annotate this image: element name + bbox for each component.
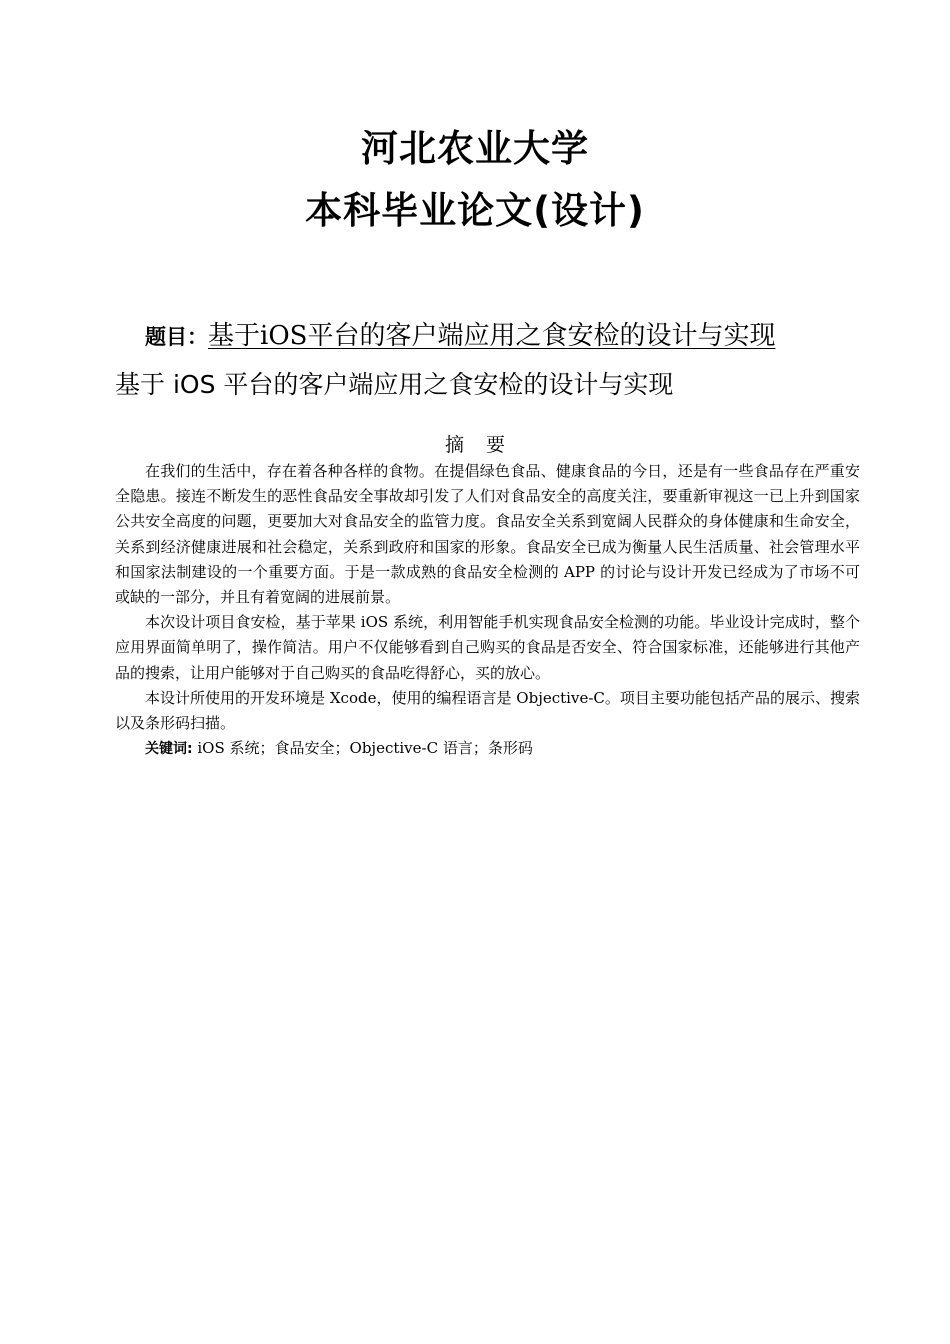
abstract-body <box>115 459 860 762</box>
abstract-paragraph: 在我们的生活中，存在着各种各样的食物。在提倡绿色食品、健康食品的今日，还是有一些食品存在严重安全隐患。接连不断发生的恶性食品安全事故却引发了人们对食品安全的高度关注，要重新审视这一已上升到国家公共安全高度的问题，更要加大对食品安全的监管力度。食品安全关系到宽阔人民群众的身体健康和生命安全，关系到经济健康进展和社会稳定，关系到政府和国家的形象。食品安全已成为衡量人民生活质量、社会管理水平和国家法制建设的一个重要方面。于是一款成熟的食品安全检测的 APP 的讨论与设计开发已经成为了市场不可或缺的一部分，并且有着宽阔的进展前景。 <box>115 462 860 607</box>
thesis-title: 基于iOS平台的客户端应用之食安检的设计与实现 <box>208 321 776 351</box>
keywords-text: iOS 系统；食品安全；Objective-C 语言；条形码 <box>192 739 533 758</box>
keywords-label: 关键词: <box>145 741 193 758</box>
keywords-line <box>115 736 860 762</box>
title-label: 题目： <box>145 325 208 349</box>
abstract-paragraph: 本设计所使用的开发环境是 Xcode，使用的编程语言是 Objective-C。项目主要功能包括产品的展示、搜索以及条形码扫描。 <box>115 688 860 733</box>
university-name: 河北农业大学 <box>361 127 589 170</box>
thesis-subtitle: 基于 iOS 平台的客户端应用之食安检的设计与实现 <box>115 370 674 399</box>
thesis-type-title: 本科毕业论文(设计) <box>305 189 645 232</box>
thesis-title-line <box>145 316 775 359</box>
abstract-heading: 摘要 <box>444 434 527 456</box>
abstract-paragraph: 本次设计项目食安检，基于苹果 iOS 系统，利用智能手机实现食品安全检测的功能。毕业设计完成时，整个应用界面简单明了，操作简洁。用户不仅能够看到自己购买的食品是否安全、符合国家标准，还能够进行其他产品的搜索，让用户能够对于自己购买的食品吃得舒心，买的放心。 <box>115 613 860 682</box>
